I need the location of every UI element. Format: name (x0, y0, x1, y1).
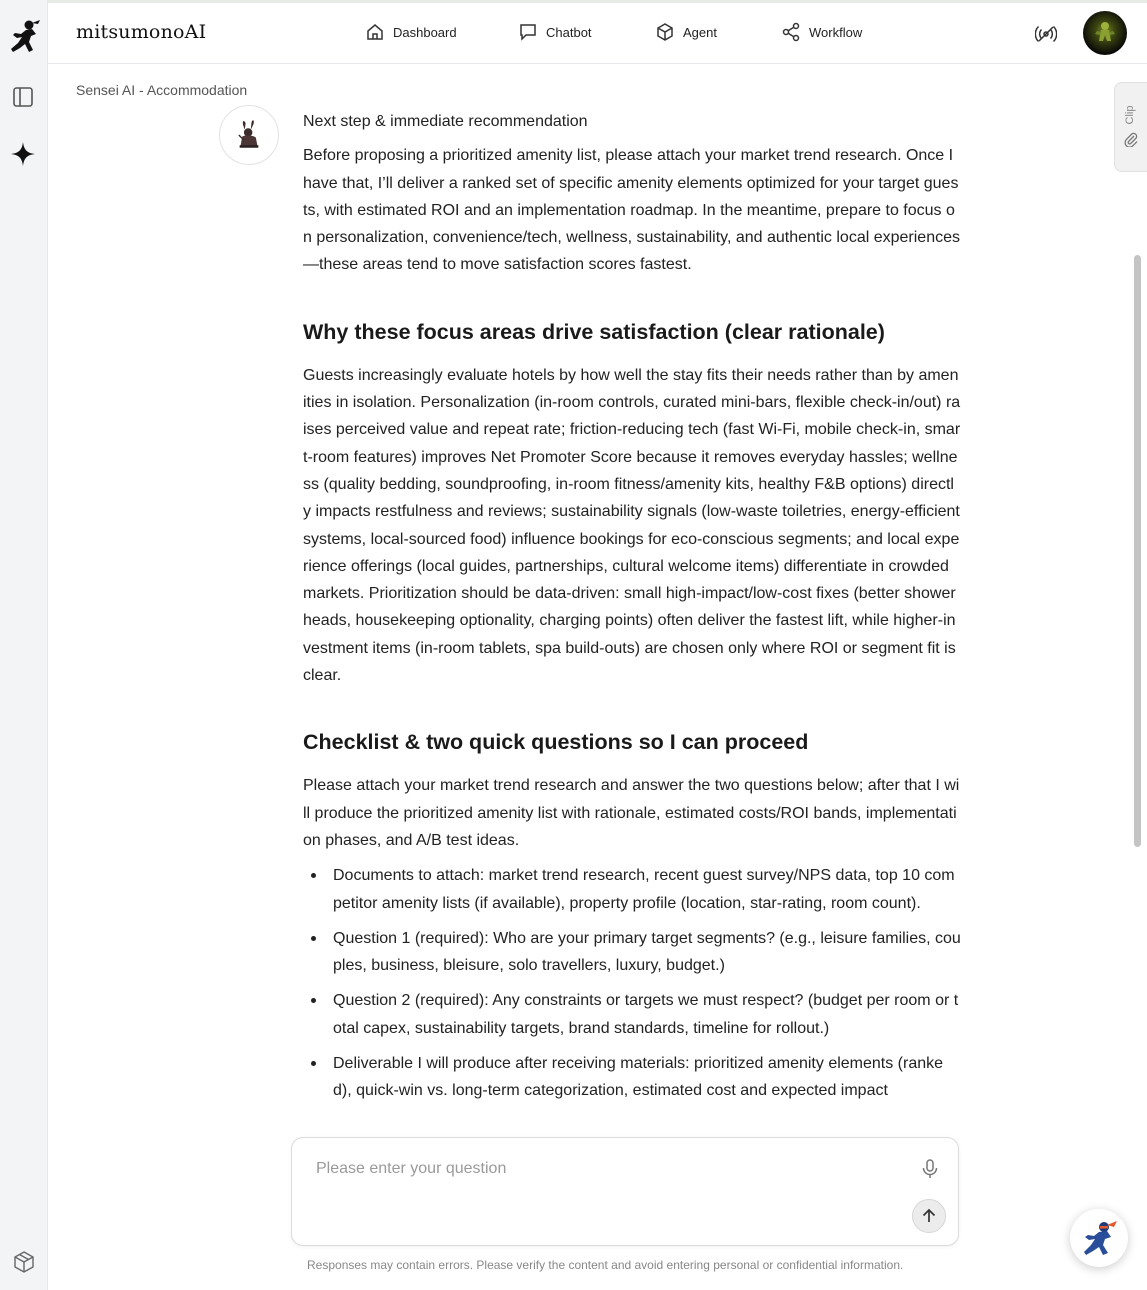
ninja-logo-icon[interactable] (7, 18, 41, 56)
list-item: Deliverable I will produce after receiving materials: prioritized amenity elements (ranked), quick-win vs. long-term categorization, estimated cost and expected impact (303, 1050, 961, 1105)
nav-workflow[interactable] (781, 22, 862, 42)
nav-dashboard[interactable] (365, 22, 457, 42)
nav-dashboard-label: Dashboard (393, 24, 457, 40)
sparkle-icon[interactable] (10, 141, 36, 167)
message-intro: Before proposing a prioritized amenity list, please attach your market trend research. Once I have that, I’ll deliver a ranked set of specific amenity elements optimized for your target guests, with estimated ROI and an implementation roadmap. In the meantime, prepare to focus on personalization, convenience/tech, wellness, sustainability, and authentic local experiences—these areas tend to move satisfaction scores fastest. (303, 147, 960, 274)
top-bar (48, 0, 1147, 64)
chat-bubble-icon (518, 22, 538, 42)
section-title-checklist: Checklist & two quick questions so I can proceed (303, 730, 809, 755)
panel-toggle-icon[interactable] (12, 86, 34, 108)
disclaimer-text: Responses may contain errors. Please verify the content and avoid entering personal or confidential information. (307, 1258, 904, 1272)
assistant-fab[interactable] (1070, 1209, 1128, 1267)
send-button[interactable] (912, 1199, 946, 1233)
section-body-checklist: Please attach your market trend research and answer the two questions below; after that I will produce the prioritized amenity list with rationale, estimated costs/ROI bands, implementation phases, and A/B test ideas. (303, 777, 960, 849)
list-item: Question 2 (required): Any constraints or targets we must respect? (budget per room or total capex, sustainability targets, brand standards, timeline for rollout.) (303, 987, 961, 1042)
nav-agent-label: Agent (683, 24, 717, 40)
message-heading: Next step & immediate recommendation (303, 113, 588, 130)
box-icon (655, 22, 675, 42)
question-input[interactable] (316, 1160, 876, 1178)
ninja-mascot-icon (1079, 1218, 1119, 1258)
list-item: Documents to attach: market trend research, recent guest survey/NPS data, top 10 competitor amenity lists (if available), property profile (location, star-rating, room count). (303, 862, 961, 917)
bot-avatar (219, 105, 279, 165)
cube-icon[interactable] (12, 1250, 36, 1274)
scrollbar-thumb[interactable] (1134, 255, 1141, 847)
chat-composer (291, 1137, 959, 1246)
microphone-icon[interactable] (919, 1158, 941, 1180)
brand-name[interactable]: mitsumonoAI (76, 21, 207, 43)
left-rail (0, 0, 48, 1290)
assistant-message (303, 108, 961, 1128)
nav-workflow-label: Workflow (809, 24, 863, 40)
breadcrumb[interactable]: Sensei AI - Accommodation (76, 82, 248, 98)
arrow-up-icon (920, 1207, 938, 1225)
checklist (303, 862, 961, 1104)
section-body-rationale: Guests increasingly evaluate hotels by how well the stay fits their needs rather than by amenities in isolation. Personalization (in-room controls, curated mini-bars, flexible check-in/out) raises perceived value and repeat rate; friction-reducing tech (fast Wi-Fi, mobile check-in, smart-room features) improves Net Promoter Score because it removes everyday hassles; wellness (quality bedding, soundproofing, in-room fitness/amenity kits, healthy F&B options) directly impacts restfulness and reviews; sustainability signals (low-waste toiletries, energy-efficient systems, local-sourced food) influence bookings for eco-conscious segments; and local experience offerings (local guides, partnerships, cultural welcome items) differentiate in crowded markets. Prioritization should be data-driven: small high-impact/low-cost fixes (better showerheads, housekeeping optionality, charging points) often deliver the fastest lift, while higher-investment items (in-room tablets, spa build-outs) are chosen only where ROI or segment fit is clear. (303, 366, 961, 685)
home-icon (365, 22, 385, 42)
user-avatar[interactable] (1083, 11, 1127, 55)
share-nodes-icon (781, 22, 801, 42)
nav-chatbot[interactable] (518, 22, 592, 42)
broadcast-icon[interactable] (1035, 23, 1057, 45)
section-title-rationale: Why these focus areas drive satisfaction (clear rationale) (303, 319, 885, 344)
list-item: Question 1 (required): Who are your primary target segments? (e.g., leisure families, couples, business, bleisure, solo travellers, luxury, budget.) (303, 925, 961, 980)
clip-label: Clip (1124, 105, 1136, 125)
nav-agent[interactable] (655, 22, 717, 42)
avatar-figure-icon (1083, 11, 1127, 55)
nav-chatbot-label: Chatbot (546, 24, 592, 40)
rabbit-sensei-icon (232, 118, 266, 152)
